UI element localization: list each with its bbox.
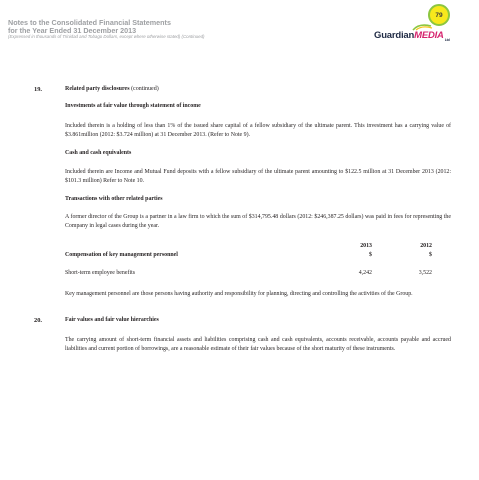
section-19-heading (65, 85, 159, 94)
section-20-paragraph: The carrying amount of short-term financial assets and liabilities comprising cash and cash equivalents, accounts receivable, accounts payable and accrued liabilities and current portion of borrowings, are a reasonable estimate of their fair values because of the short maturity of these instruments. (65, 337, 451, 352)
section-19-title: Related party disclosures (65, 85, 130, 92)
other-related-paragraph: A former director of the Group is a partner in a law firm to which the sum of $314,795.48 dollars (2012: $246,387.25 dollars) was paid in fees for representing the Company in legal cases during the year. (65, 214, 451, 229)
col-header-2013: 2013 (360, 243, 372, 249)
value-2012-short-term-benefits: 3,522 (418, 270, 432, 276)
logo-swirl-icon (411, 23, 433, 31)
kmp-paragraph: Key management personnel are those persons having authority and responsibility for planning, directing and controlling the activities of the Group. (65, 291, 413, 297)
header-title-line2: for the Year Ended 31 December 2013 (8, 25, 137, 35)
currency-2013: $ (369, 252, 372, 258)
page-header (8, 19, 204, 40)
section-19-number: 19. (34, 86, 42, 93)
section-19-title-suffix: (continued) (131, 85, 159, 92)
cash-heading: Cash and cash equivalents (65, 150, 132, 156)
logo-text-ltd: Ltd (444, 37, 450, 42)
header-title-line1: Notes to the Consolidated Financial Statements (8, 18, 171, 27)
compensation-heading: Compensation of key management personnel (65, 252, 178, 258)
company-logo (374, 30, 450, 42)
logo-text-guardian: Guardian (374, 30, 415, 41)
other-related-heading: Transactions with other related parties (65, 196, 163, 202)
col-header-2012: 2012 (420, 243, 432, 249)
page-number: 79 (435, 11, 443, 19)
section-20-number: 20. (34, 317, 42, 324)
logo-text-media: MEDIA (414, 30, 444, 41)
value-2013-short-term-benefits: 4,242 (358, 270, 372, 276)
cash-paragraph: Included therein are Income and Mutual Fund deposits with a fellow subsidiary of the ultimate parent amounting to $122.5 million at 31 December 2013 (2012: $101.3 million) Refer to Note 10. (65, 169, 451, 184)
fvtpl-heading: Investments at fair value through statement of income (65, 103, 201, 109)
fvtpl-paragraph: Included therein is a holding of less than 1% of the issued share capital of a fellow subsidiary of the ultimate parent. This investment has a carrying value of $3.861million (2012: $3.724 million) at 31 December 2013. (Refer to Note 9). (65, 123, 451, 138)
header-subtitle: (Expressed in thousands of Trinidad and Tobago Dollars, except where otherwise stated) (Continued) (8, 34, 205, 40)
row-label-short-term-benefits: Short-term employee benefits (65, 270, 136, 276)
currency-2012: $ (429, 252, 432, 258)
section-20-title: Fair values and fair value hierarchies (65, 317, 159, 323)
